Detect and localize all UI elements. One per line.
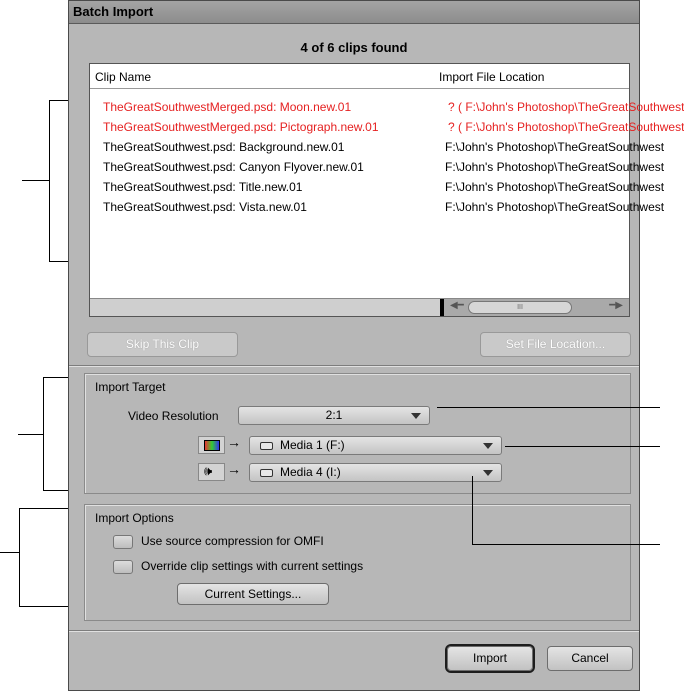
clip-row[interactable] bbox=[90, 197, 665, 217]
clip-row[interactable] bbox=[90, 117, 684, 137]
import-target-group bbox=[84, 373, 631, 494]
override-settings-checkbox[interactable] bbox=[113, 560, 133, 574]
callout-options-leader bbox=[0, 552, 20, 553]
clip-row[interactable] bbox=[90, 177, 665, 197]
import-button[interactable]: Import bbox=[447, 646, 533, 671]
horizontal-scrollbar[interactable] bbox=[90, 298, 629, 316]
column-import-location[interactable]: Import File Location bbox=[439, 70, 545, 84]
clip-row[interactable] bbox=[90, 137, 665, 157]
callout-resolution-leader bbox=[437, 407, 660, 408]
column-clip-name[interactable]: Clip Name bbox=[95, 70, 152, 84]
chevron-down-icon bbox=[483, 443, 493, 449]
clips-found-status: 4 of 6 clips found bbox=[300, 40, 408, 55]
callout-list-bracket-side bbox=[49, 100, 50, 262]
video-resolution-label: Video Resolution bbox=[128, 409, 219, 423]
video-resolution-dropdown[interactable] bbox=[238, 406, 430, 425]
video-track-icon bbox=[198, 436, 225, 454]
video-media-value: Media 1 (F:) bbox=[280, 438, 345, 452]
batch-import-dialog bbox=[68, 0, 684, 691]
arrow-right-icon: → bbox=[227, 461, 241, 477]
clip-location: ? ( F:\John's Photoshop\TheGreatSouthwest bbox=[448, 120, 684, 134]
clip-location: ? ( F:\John's Photoshop\TheGreatSouthwest bbox=[448, 100, 684, 114]
audio-media-dropdown[interactable] bbox=[249, 463, 502, 482]
clip-row[interactable] bbox=[90, 97, 684, 117]
scroll-thumb[interactable]: III bbox=[468, 301, 572, 314]
clip-location: F:\John's Photoshop\TheGreatSouthwest bbox=[445, 160, 665, 174]
set-file-location-button[interactable]: Set File Location... bbox=[480, 332, 631, 357]
arrow-right-icon: → bbox=[227, 434, 241, 450]
divider bbox=[69, 365, 639, 367]
clip-row[interactable] bbox=[90, 157, 665, 177]
chevron-down-icon bbox=[483, 470, 493, 476]
override-settings-label: Override clip settings with current settings bbox=[141, 559, 364, 573]
clip-name: TheGreatSouthwestMerged.psd: Moon.new.01 bbox=[103, 100, 352, 114]
callout-options-bracket-side bbox=[19, 508, 20, 607]
import-options-label: Import Options bbox=[95, 511, 174, 525]
skip-this-clip-button[interactable]: Skip This Clip bbox=[87, 332, 238, 357]
clip-location: F:\John's Photoshop\TheGreatSouthwest bbox=[445, 140, 665, 154]
audio-media-value: Media 4 (I:) bbox=[280, 465, 341, 479]
clip-name: TheGreatSouthwest.psd: Canyon Flyover.new.01 bbox=[103, 160, 364, 174]
video-resolution-value: 2:1 bbox=[325, 408, 343, 422]
callout-audio-media-leader bbox=[472, 544, 660, 545]
divider bbox=[69, 630, 639, 632]
clip-name: TheGreatSouthwestMerged.psd: Pictograph.new.01 bbox=[103, 120, 379, 134]
source-compression-label: Use source compression for OMFI bbox=[141, 534, 324, 548]
callout-options-bracket-bottom bbox=[19, 606, 75, 607]
clip-name: TheGreatSouthwest.psd: Background.new.01 bbox=[103, 140, 345, 154]
chevron-down-icon bbox=[411, 413, 421, 419]
drive-icon bbox=[260, 469, 273, 477]
video-media-dropdown[interactable] bbox=[249, 436, 502, 455]
callout-target-leader bbox=[18, 434, 44, 435]
clip-name: TheGreatSouthwest.psd: Title.new.01 bbox=[103, 180, 303, 194]
current-settings-button[interactable]: Current Settings... bbox=[177, 583, 329, 605]
clip-location: F:\John's Photoshop\TheGreatSouthwest bbox=[445, 180, 665, 194]
import-options-group bbox=[84, 504, 631, 621]
callout-list-leader bbox=[22, 180, 50, 181]
scroll-left-arrow-icon[interactable]: ◀━ bbox=[450, 300, 464, 311]
clip-list[interactable] bbox=[89, 63, 684, 317]
source-compression-checkbox[interactable] bbox=[113, 535, 133, 549]
speaker-icon: 🕪 bbox=[198, 463, 225, 481]
clip-location: F:\John's Photoshop\TheGreatSouthwest bbox=[445, 200, 665, 214]
scroll-right-arrow-icon[interactable]: ━▶ bbox=[609, 300, 623, 311]
callout-video-media-leader bbox=[505, 446, 660, 447]
import-target-label: Import Target bbox=[95, 380, 166, 394]
dialog-title: Batch Import bbox=[69, 1, 639, 24]
cancel-button[interactable]: Cancel bbox=[547, 646, 633, 671]
callout-audio-media-vertical bbox=[472, 476, 473, 545]
drive-icon bbox=[260, 442, 273, 450]
clip-name: TheGreatSouthwest.psd: Vista.new.01 bbox=[103, 200, 307, 214]
clip-list-header bbox=[90, 64, 629, 89]
